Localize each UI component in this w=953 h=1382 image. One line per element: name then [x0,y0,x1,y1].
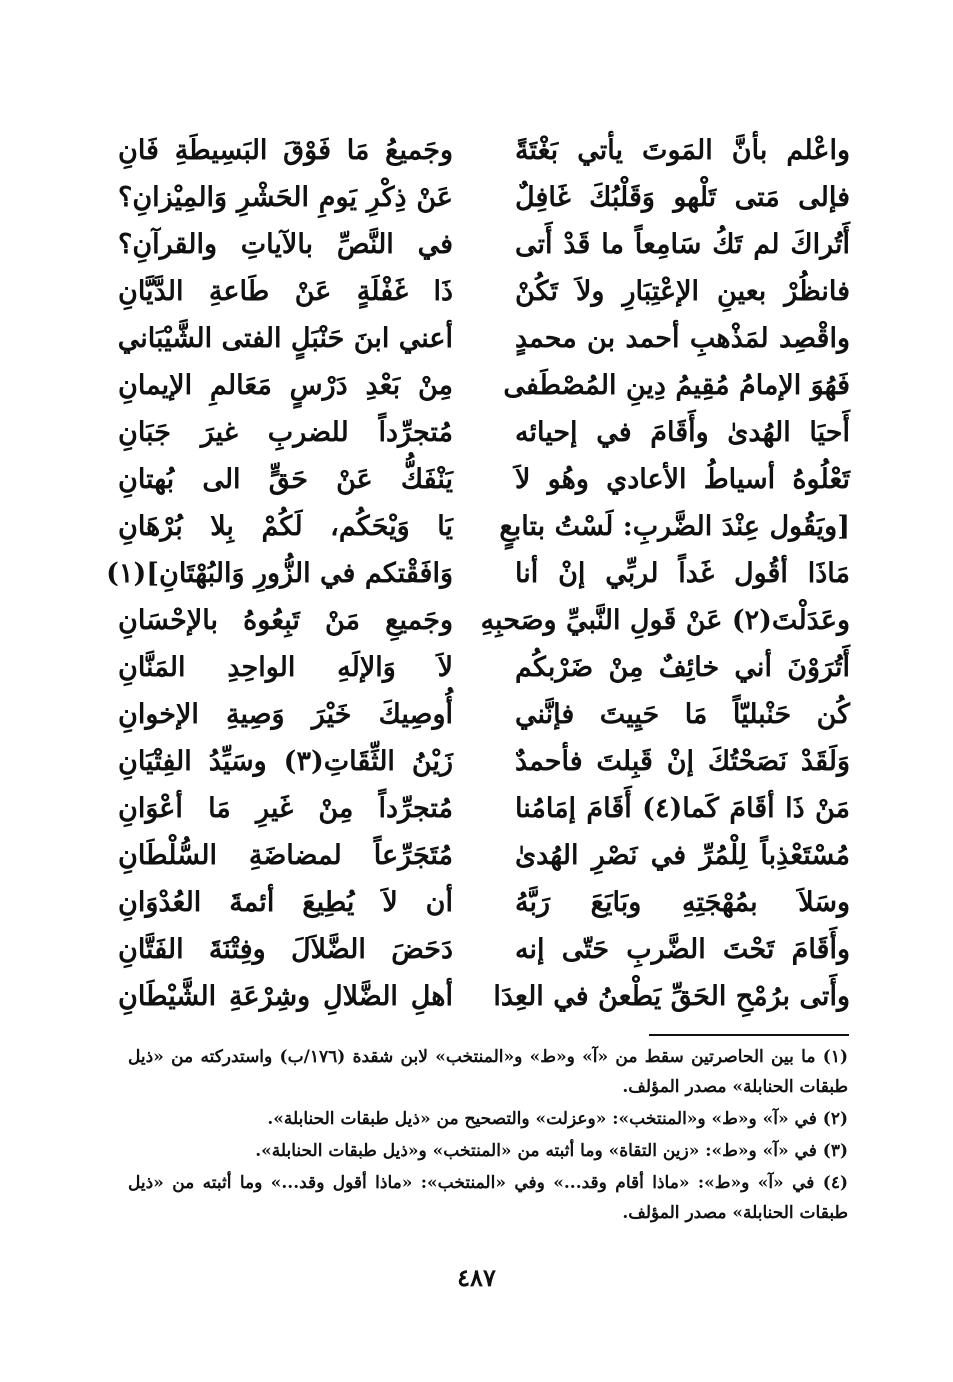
verse-line [118,974,850,1020]
verse-second-hemistich: مُتَجَرِّعاً لمضاضَةِ السُّلْطَانِ [118,840,453,871]
verse-line [118,128,850,174]
footnote: (٢) في «آ» و«ط» و«المنتخب»: «وعزلت» والتصحيح من «ذيل طبقات الحنابلة». [267,1109,848,1129]
verse-line [106,551,850,597]
verse-first-hemistich: وَلَقَدْ نَصَحْتُكَ إنْ قَبِلتَ فأحمدٌ [515,746,850,777]
verse-first-hemistich: أَحيَا الهُدىٰ وأَقَامَ في إحيائه [515,417,850,448]
verse-first-hemistich: كُن حَنْبليّاً مَا حَيِيتَ فإنَّني [515,699,850,730]
verse-line [118,598,850,644]
verse-line [118,269,850,315]
verse-first-hemistich: أَتُرَوْنَ أني خائِفٌ مِنْ ضَرْبكُم [515,652,850,683]
verse-first-hemistich: فَهُوَ الإمامُ مُقِيمُ دِينِ المُصْطَفى [503,370,850,401]
verse-first-hemistich: مَنْ ذَا أقَامَ كَما(٤) أَقَامَ إمَامُنا [515,793,851,824]
verse-line [118,504,850,550]
verse-line [118,645,850,691]
verse-line [118,880,850,926]
verse-second-hemistich: أُوصِيكَ خَيْرَ وَصِيةِ الإخوانِ [118,699,453,730]
verse-line [118,692,850,738]
verse-second-hemistich: وَافَقْتكم في الزُّورِ وَالبُهْتَانِ](١) [106,558,453,589]
verse-second-hemistich: لاَ وَالإلَهِ الواحِدِ المَنَّانِ [118,652,453,683]
verse-second-hemistich: وجَميعِ مَنْ تَبِعُوهُ بالإحْسَانِ [118,605,453,636]
verse-second-hemistich: يَنْفَكُّ عَنْ حَقٍّ الى بُهتانِ [118,464,453,495]
verse-first-hemistich: فإلى مَتى تَلْهو وَقَلْبُكَ غَافِلٌ [515,182,850,213]
poem-body [106,128,851,1028]
verse-second-hemistich: ذَا غَفْلَةٍ عَنْ طَاعةِ الدَّيَّانِ [118,276,453,307]
verse-second-hemistich: مِنْ بَعْدِ دَرْسٍ مَعَالمِ الإيمانِ [118,370,453,401]
verse-line [118,316,850,362]
verse-first-hemistich: واقْصِد لمَذْهبِ أحمد بن محمدٍ [515,323,850,354]
footnote: (٣) في «آ» و«ط»: «زين التقاة» وما أثبته من «المنتخب» و«ذيل طبقات الحنابلة». [255,1141,848,1161]
verse-first-hemistich: وأَتى برُمْحِ الحَقِّ يَطْعنُ في العِدَا [493,981,850,1012]
verse-line [118,833,850,879]
verse-second-hemistich: أن لاَ يُطِيعَ أئمةَ العُدْوَانِ [118,887,453,918]
verse-line [118,927,850,973]
verse-line [118,222,850,268]
verse-first-hemistich: فانظُرْ بعينِ الإعْتِبَارِ ولاَ تَكُنْ [515,276,850,307]
verse-second-hemistich: مُتجرِّداً للضربِ غيرَ جَبَانِ [118,417,453,448]
verse-second-hemistich: أعني ابنَ حَنْبَلٍ الفتى الشَّيْبَاني [117,323,453,354]
footnote: (٤) في «آ» و«ط»: «ماذا أقام وقد...» وفي «المنتخب»: «ماذا أقول وقد...» وما أثبته من «ذيل طبقات الحنابلة» مصدر المؤلف. [128,1173,848,1223]
verse-second-hemistich: مُتجرِّداً مِنْ غَيرِ مَا أعْوَانِ [118,793,453,824]
verse-first-hemistich: وأَقَامَ تَحْتَ الضَّربِ حَتّى إنه [515,934,850,965]
verse-first-hemistich: وسَلاَ بمُهْجَتِهِ وبَايَعَ رَبَّهُ [515,887,850,918]
verse-second-hemistich: زَيْنُ الثِّقَاتِ(٣) وسَيِّدُ الفِتْيَانِ [118,746,454,777]
verse-line [118,457,850,503]
verse-second-hemistich: دَحَضَ الضَّلاَلَ وفِتْنَةَ الفَتَّانِ [118,934,453,965]
page-number: ٤٨٧ [457,1263,496,1292]
verse-first-hemistich: مَاذَا أقُول غَداً لربِّي إنْ أنا [515,558,850,589]
verse-line [118,410,850,456]
footnote: (١) ما بين الحاصرتين سقط من «آ» و«ط» و«المنتخب» لابن شقدة (١٧٦/ب) واستدركته من «ذيل طبقات الحنابلة» مصدر المؤلف. [128,1047,848,1097]
verse-first-hemistich: أَتُراكَ لم تَكُ سَامِعاً ما قَدْ أَتى [515,229,850,260]
verse-second-hemistich: عَنْ ذِكْرِ يَومِ الحَشْرِ وَالمِيْزانِ؟ [118,182,453,213]
verse-first-hemistich: تَعْلُوهُ أسياطُ الأعادي وهُو لاَ [515,464,850,495]
verse-line [118,739,850,785]
verse-line [118,363,850,409]
verse-first-hemistich: مُسْتَعْذِباً لِلْمُرِّ في نَصْرِ الهُدىٰ [515,840,850,871]
verse-first-hemistich: وعَدَلْتَ(٢) عَنْ قَولِ النَّبيِّ وصَحبِهِ [480,605,850,636]
verse-second-hemistich: وجَميعُ مَا فَوْقَ البَسِيطَةِ فَانِ [118,135,453,166]
verse-first-hemistich: واعْلم بأنَّ المَوتَ يأتي بَغْتَةً [515,135,850,166]
verse-second-hemistich: أهلِ الضَّلالِ وشِرْعَةِ الشَّيْطَانِ [118,981,453,1012]
footnote-divider [649,1034,849,1036]
verse-second-hemistich: يَا وَيْحَكُم، لَكُمْ بِلا بُرْهَانِ [118,511,453,542]
verse-line [118,175,850,221]
verse-second-hemistich: في النَّصِّ بالآياتِ والقرآنِ؟ [118,229,453,260]
verse-first-hemistich: [ويَقُول عِنْدَ الضَّربِ: لَسْتُ بتابعٍ [499,511,850,542]
footnotes [128,1042,848,1230]
verse-line [118,786,850,832]
